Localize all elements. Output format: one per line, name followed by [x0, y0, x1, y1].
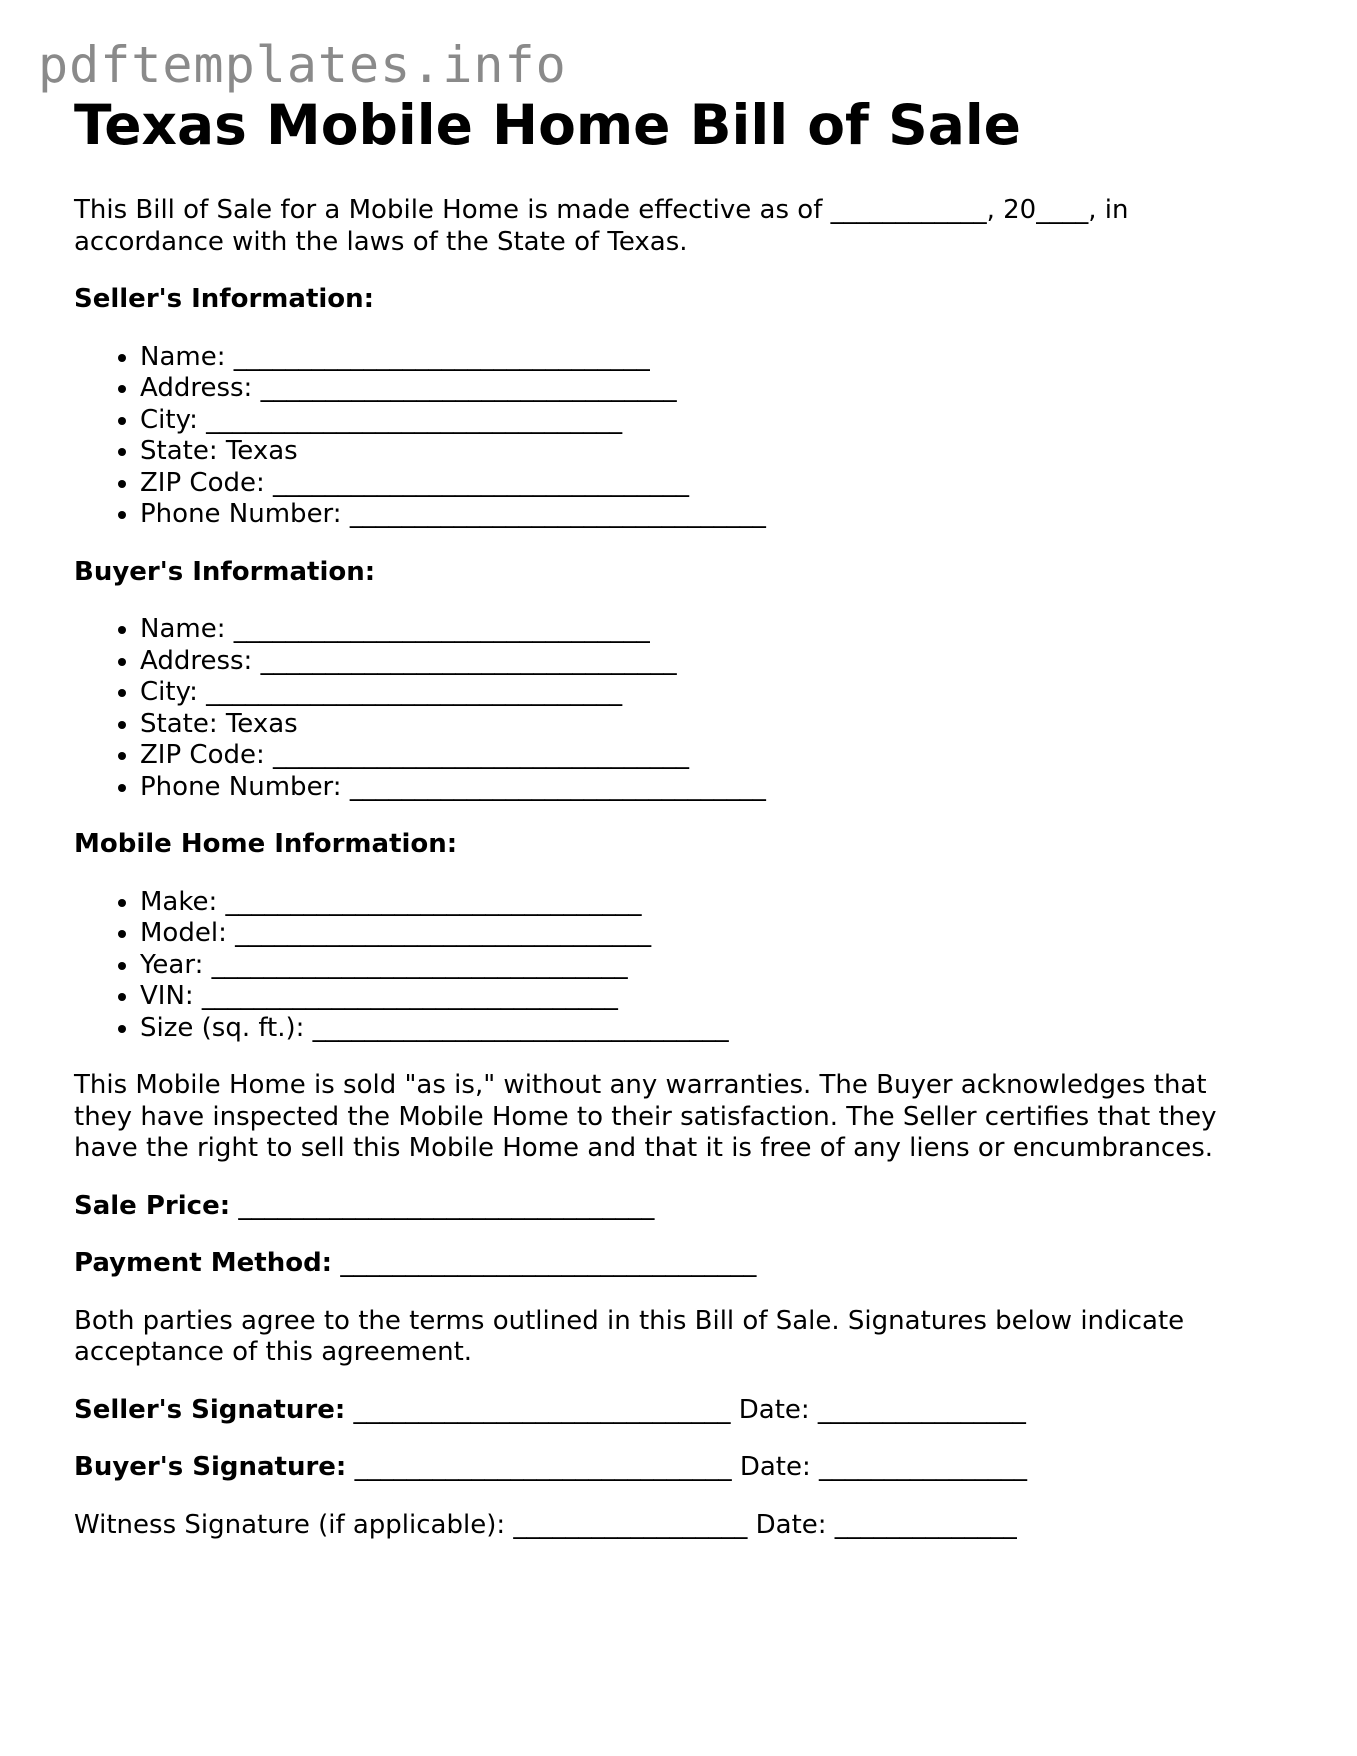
buyer-signature-row [74, 1452, 1294, 1484]
payment-method-row [74, 1248, 1294, 1280]
buyer-zip-field[interactable]: • ZIP Code: ________________________________ [140, 740, 1294, 772]
seller-address-field[interactable]: • Address: ________________________________ [140, 373, 1294, 405]
buyer-info-heading: Buyer's Information: [74, 556, 376, 587]
sale-price-field[interactable]: ________________________________ [230, 1190, 655, 1221]
as-is-paragraph [74, 1070, 1294, 1165]
buyer-signature-field[interactable]: _____________________________ Date: ________________ [346, 1452, 1028, 1483]
seller-info-list [74, 342, 1294, 531]
agreement-line-2: acceptance of this agreement. [74, 1337, 473, 1368]
seller-signature-row [74, 1395, 1294, 1427]
home-size-field[interactable]: • Size (sq. ft.): ________________________________ [140, 1013, 1294, 1045]
mobile-home-info-list [74, 887, 1294, 1045]
witness-signature-row[interactable]: Witness Signature (if applicable): __________________ Date: ______________ [74, 1509, 1017, 1540]
home-model-field[interactable]: • Model: ________________________________ [140, 918, 1294, 950]
as-is-line-1: This Mobile Home is sold "as is," without any warranties. The Buyer acknowledges that [74, 1070, 1207, 1101]
buyer-name-field[interactable]: • Name: ________________________________ [140, 614, 1294, 646]
document-title: Texas Mobile Home Bill of Sale [74, 93, 1021, 157]
seller-city-field[interactable]: • City: ________________________________ [140, 405, 1294, 437]
seller-zip-field[interactable]: • ZIP Code: ________________________________ [140, 468, 1294, 500]
sale-price-row [74, 1191, 1294, 1223]
seller-signature-label: Seller's Signature: [74, 1394, 346, 1425]
seller-phone-field[interactable]: • Phone Number: ________________________________ [140, 499, 1294, 531]
document-page [74, 94, 1294, 1541]
seller-info-heading: Seller's Information: [74, 284, 375, 315]
home-make-field[interactable]: • Make: ________________________________ [140, 887, 1294, 919]
agreement-paragraph [74, 1306, 1294, 1369]
mobile-home-info-heading: Mobile Home Information: [74, 829, 458, 860]
buyer-signature-label: Buyer's Signature: [74, 1452, 347, 1483]
home-year-field[interactable]: • Year: ________________________________ [140, 950, 1294, 982]
buyer-address-field[interactable]: • Address: ________________________________ [140, 646, 1294, 678]
seller-name-field[interactable]: • Name: ________________________________ [140, 342, 1294, 374]
payment-method-field[interactable]: ________________________________ [332, 1248, 757, 1279]
intro-line-1: This Bill of Sale for a Mobile Home is made effective as of ____________, 20____, in [74, 195, 1129, 226]
intro-line-2: accordance with the laws of the State of Texas. [74, 226, 688, 257]
sale-price-label: Sale Price: [74, 1190, 231, 1221]
agreement-line-1: Both parties agree to the terms outlined in this Bill of Sale. Signatures below indicate [74, 1305, 1185, 1336]
home-vin-field[interactable]: • VIN: ________________________________ [140, 981, 1294, 1013]
buyer-state: • State: Texas [140, 709, 1294, 741]
intro-paragraph [74, 195, 1294, 258]
buyer-info-list [74, 614, 1294, 803]
as-is-line-3: have the right to sell this Mobile Home and that it is free of any liens or encumbrances. [74, 1133, 1214, 1164]
seller-state: • State: Texas [140, 436, 1294, 468]
buyer-city-field[interactable]: • City: ________________________________ [140, 677, 1294, 709]
as-is-line-2: they have inspected the Mobile Home to their satisfaction. The Seller certifies that they [74, 1101, 1217, 1132]
payment-method-label: Payment Method: [74, 1248, 333, 1279]
watermark: pdftemplates.info [38, 36, 567, 94]
buyer-phone-field[interactable]: • Phone Number: ________________________________ [140, 772, 1294, 804]
seller-signature-field[interactable]: _____________________________ Date: ________________ [345, 1394, 1026, 1425]
